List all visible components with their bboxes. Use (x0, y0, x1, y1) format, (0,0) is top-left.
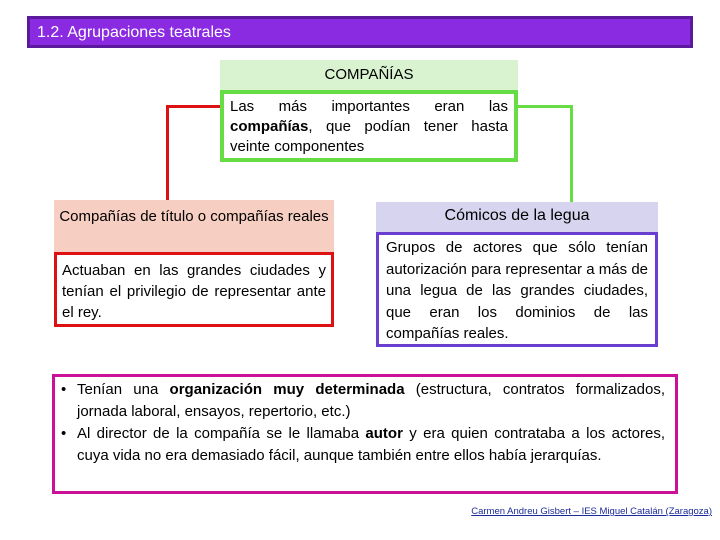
companias-text: Las más importantes eran las compañías, que podían tener hasta veinte componentes (230, 98, 508, 155)
bullet-list (55, 377, 675, 467)
comicos-header-label: Cómicos de la legua (444, 207, 590, 224)
bullets-box (52, 374, 678, 494)
reales-text: Actuaban en las grandes ciudades y tenían el privilegio de representar ante el rey. (62, 262, 326, 321)
connector-left-horizontal (166, 105, 220, 108)
connector-right-horizontal (518, 105, 573, 108)
comicos-text: Grupos de actores que sólo tenían autorización para representar a más de una legua de las grandes ciudades, que eran los dominios de las compañías reales. (386, 239, 648, 342)
bullet-item: • Tenían una organización muy determinada (estructura, contratos formalizados, jornada laboral, ensayos, repertorio, etc.) (61, 381, 665, 420)
companias-header-label: COMPAÑÍAS (324, 66, 414, 83)
page-title: 1.2. Agrupaciones teatrales (37, 24, 231, 41)
comicos-box (376, 232, 658, 347)
comicos-header (376, 202, 658, 232)
companias-header (220, 60, 518, 90)
bullet-item: • Al director de la compañía se le llamaba autor y era quien contrataba a los actores, cuya vida no era demasiado fácil, aunque también entre ellos había jerarquías. (61, 425, 665, 464)
connector-right-vertical (570, 105, 573, 202)
reales-header-label: Compañías de título o compañías reales (59, 208, 329, 225)
companias-box (220, 90, 518, 162)
connector-left-vertical (166, 105, 169, 200)
title-bar (27, 16, 693, 48)
reales-header (54, 200, 334, 252)
footer-credit[interactable]: Carmen Andreu Gisbert – IES Miguel Catalán (Zaragoza) (471, 506, 712, 517)
reales-box (54, 252, 334, 327)
